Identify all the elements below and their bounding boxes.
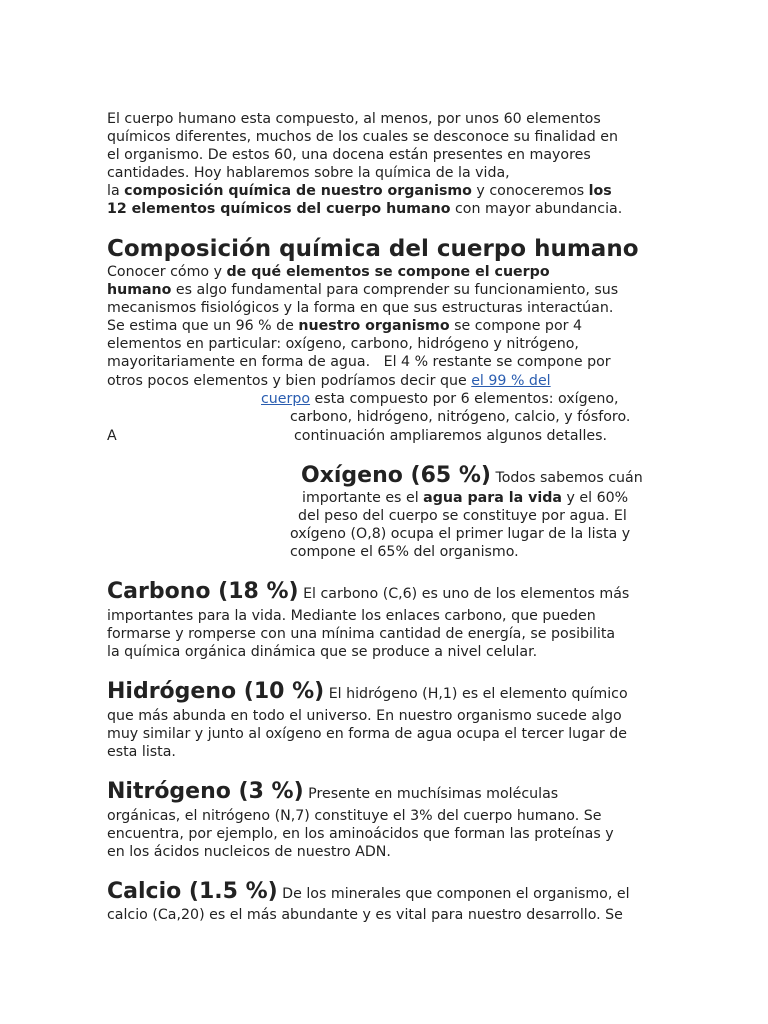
- intro-line: El cuerpo humano esta compuesto, al menos, por unos 60 elementos: [107, 111, 601, 127]
- bold-text: nuestro organismo: [298, 318, 450, 334]
- intro-line: químicos diferentes, muchos de los cuales se desconoce su finalidad en: [107, 129, 618, 145]
- carbono-line: [107, 578, 629, 608]
- nitrogeno-title: Nitrógeno (3 %): [107, 779, 304, 804]
- body-line: carbono, hidrógeno, nitrógeno, calcio, y fósforo.: [290, 409, 631, 425]
- text: la: [107, 183, 125, 199]
- calcio-line: [107, 878, 630, 908]
- nitrogeno-line: encuentra, por ejemplo, en los aminoácidos que forman las proteínas y: [107, 826, 614, 842]
- oxigeno-line: [302, 489, 628, 507]
- hidrogeno-line: esta lista.: [107, 744, 176, 760]
- carbono-line: importantes para la vida. Mediante los enlaces carbono, que pueden: [107, 608, 596, 624]
- text: es algo fundamental para comprender su funcionamiento, sus: [171, 282, 619, 298]
- bold-text: 12 elementos químicos del cuerpo humano: [107, 201, 451, 217]
- nitrogeno-line: [107, 778, 558, 808]
- body-line: [107, 281, 618, 299]
- intro-line: [107, 200, 622, 218]
- body-line: elementos en particular: oxígeno, carbono, hidrógeno y nitrógeno,: [107, 336, 579, 352]
- body-line: continuación ampliaremos algunos detalles.: [294, 428, 608, 444]
- oxigeno-title: Oxígeno (65 %): [301, 463, 491, 488]
- intro-line: el organismo. De estos 60, una docena están presentes en mayores: [107, 147, 591, 163]
- bold-text: los: [588, 183, 612, 199]
- calcio-title: Calcio (1.5 %): [107, 879, 278, 904]
- oxigeno-line: [301, 462, 643, 492]
- hidrogeno-line: que más abunda en todo el universo. En nuestro organismo sucede algo: [107, 708, 622, 724]
- hidrogeno-title: Hidrógeno (10 %): [107, 679, 325, 704]
- bold-text: de qué elementos se compone el cuerpo: [226, 264, 550, 280]
- text: con mayor abundancia.: [450, 201, 623, 217]
- section-heading: Composición química del cuerpo humano: [107, 236, 639, 262]
- body-line: [107, 372, 551, 390]
- carbono-title: Carbono (18 %): [107, 579, 299, 604]
- text: otros pocos elementos y bien podríamos decir que: [107, 373, 472, 389]
- nitrogeno-line: orgánicas, el nitrógeno (N,7) constituye el 3% del cuerpo humano. Se: [107, 808, 602, 824]
- intro-line: cantidades. Hoy hablaremos sobre la química de la vida,: [107, 165, 510, 181]
- body-link[interactable]: el 99 % del: [471, 373, 551, 389]
- text: importante es el: [302, 490, 424, 506]
- carbono-line: la química orgánica dinámica que se produce a nivel celular.: [107, 644, 538, 660]
- hidrogeno-line: muy similar y junto al oxígeno en forma de agua ocupa el tercer lugar de: [107, 726, 627, 742]
- text: y el 60%: [561, 490, 629, 506]
- body-line: [261, 390, 619, 408]
- text: El hidrógeno (H,1) es el elemento químico: [324, 686, 628, 702]
- body-link[interactable]: cuerpo: [261, 391, 311, 407]
- text: De los minerales que componen el organismo, el: [277, 886, 630, 902]
- oxigeno-line: del peso del cuerpo se constituye por agua. El: [298, 508, 627, 524]
- carbono-line: formarse y romperse con una mínima cantidad de energía, se posibilita: [107, 626, 616, 642]
- text: y conoceremos: [471, 183, 589, 199]
- text: Todos sabemos cuán: [490, 470, 643, 486]
- oxigeno-line: oxígeno (O,8) ocupa el primer lugar de la lista y: [290, 526, 631, 542]
- hidrogeno-line: [107, 678, 628, 708]
- body-line: [107, 317, 582, 335]
- body-line: mayoritariamente en forma de agua. El 4 % restante se compone por: [107, 354, 611, 370]
- body-line-letter: A: [107, 428, 117, 444]
- bold-text: humano: [107, 282, 172, 298]
- text: Se estima que un 96 % de: [107, 318, 299, 334]
- body-line: mecanismos fisiológicos y la forma en que sus estructuras interactúan.: [107, 300, 614, 316]
- text: El carbono (C,6) es uno de los elementos más: [298, 586, 630, 602]
- text: Conocer cómo y: [107, 264, 227, 280]
- calcio-line: calcio (Ca,20) es el más abundante y es vital para nuestro desarrollo. Se: [107, 907, 623, 923]
- bold-text: composición química de nuestro organismo: [124, 183, 472, 199]
- text: se compone por 4: [449, 318, 582, 334]
- text: esta compuesto por 6 elementos: oxígeno,: [310, 391, 619, 407]
- intro-line: [107, 182, 612, 200]
- nitrogeno-line: en los ácidos nucleicos de nuestro ADN.: [107, 844, 391, 860]
- bold-text: agua para la vida: [423, 490, 562, 506]
- text: Presente en muchísimas moléculas: [303, 786, 559, 802]
- oxigeno-line: compone el 65% del organismo.: [290, 544, 519, 560]
- body-line: [107, 263, 550, 281]
